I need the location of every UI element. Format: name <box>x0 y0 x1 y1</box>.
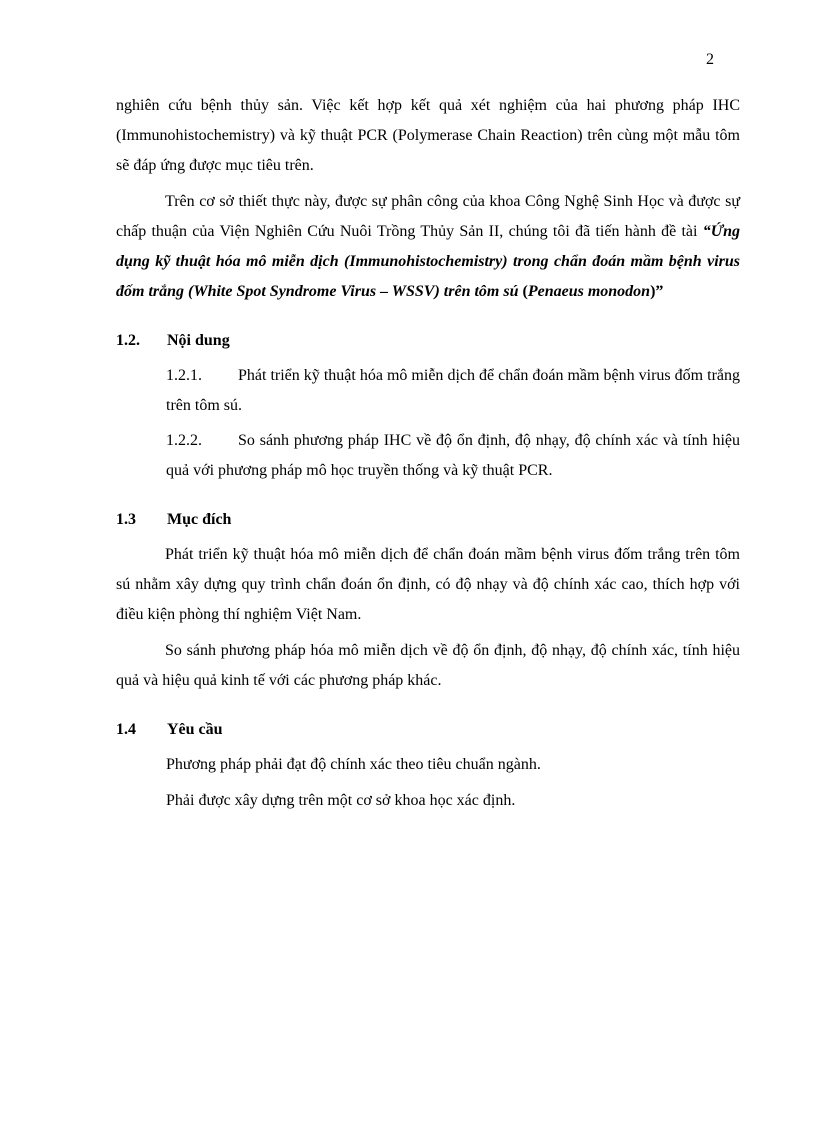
requirement-line: Phương pháp phải đạt độ chính xác theo tiêu chuẩn ngành. <box>166 756 541 773</box>
section-title: Mục đích <box>167 511 232 528</box>
intro-paragraph: nghiên cứu bệnh thủy sản. Việc kết hợp kết quả xét nghiệm của hai phương pháp IHC (Immunohistochemistry) và kỹ thuật PCR (Polymerase Chain Reaction) trên cùng một mẫu tôm sẽ đáp ứng được mục tiêu trên. <box>116 97 740 174</box>
paren-open: ( <box>518 283 528 300</box>
section-title: Nội dung <box>167 332 230 349</box>
page-content <box>116 91 740 816</box>
content-item <box>166 361 740 421</box>
section-heading-requirements <box>116 715 740 745</box>
purpose-paragraph: Phát triển kỹ thuật hóa mô miễn dịch để chẩn đoán mầm bệnh virus đốm trắng trên tôm sú nhằm xây dựng quy trình chẩn đoán ổn định, có độ nhạy và độ chính xác cao, thích hợp với điều kiện phòng thí nghiệm Việt Nam. <box>116 546 740 623</box>
item-number: 1.2.1. <box>166 367 202 384</box>
page-number: 2 <box>706 51 714 68</box>
paren-close: ) <box>650 283 656 300</box>
section-number: 1.2. <box>116 332 140 349</box>
item-number: 1.2.2. <box>166 432 202 449</box>
item-text: Phát triển kỹ thuật hóa mô miễn dịch để chẩn đoán mầm bệnh virus đốm trắng trên tôm sú. <box>166 367 740 414</box>
content-item <box>166 426 740 486</box>
section-number: 1.3 <box>116 511 136 528</box>
section-heading-purpose <box>116 505 740 535</box>
item-text: So sánh phương pháp IHC về độ ổn định, độ nhạy, độ chính xác và tính hiệu quả với phương pháp mô học truyền thống và kỹ thuật PCR. <box>166 432 740 479</box>
close-quote: ” <box>655 283 664 300</box>
basis-paragraph <box>116 187 740 307</box>
open-quote: “ <box>702 223 711 240</box>
requirement-line: Phải được xây dựng trên một cơ sở khoa học xác định. <box>166 792 516 809</box>
section-heading-content <box>116 326 740 356</box>
section-title: Yêu cầu <box>167 721 223 738</box>
species-name: Penaeus monodon <box>527 283 651 300</box>
thesis-title: Ứng dụng kỹ thuật hóa mô miễn dịch (Immunohistochemistry) trong chẩn đoán mầm bệnh virus đốm trắng (White Spot Syndrome Virus – WSSV) trên tôm sú <box>116 223 740 300</box>
purpose-paragraph: So sánh phương pháp hóa mô miễn dịch về độ ổn định, độ nhạy, độ chính xác, tính hiệu quả và hiệu quả kinh tế với các phương pháp khác. <box>116 642 740 689</box>
section-number: 1.4 <box>116 721 136 738</box>
basis-text: Trên cơ sở thiết thực này, được sự phân công của khoa Công Nghệ Sinh Học và được sự chấp thuận của Viện Nghiên Cứu Nuôi Trồng Thủy Sản II, chúng tôi đã tiến hành đề tài <box>116 193 740 240</box>
